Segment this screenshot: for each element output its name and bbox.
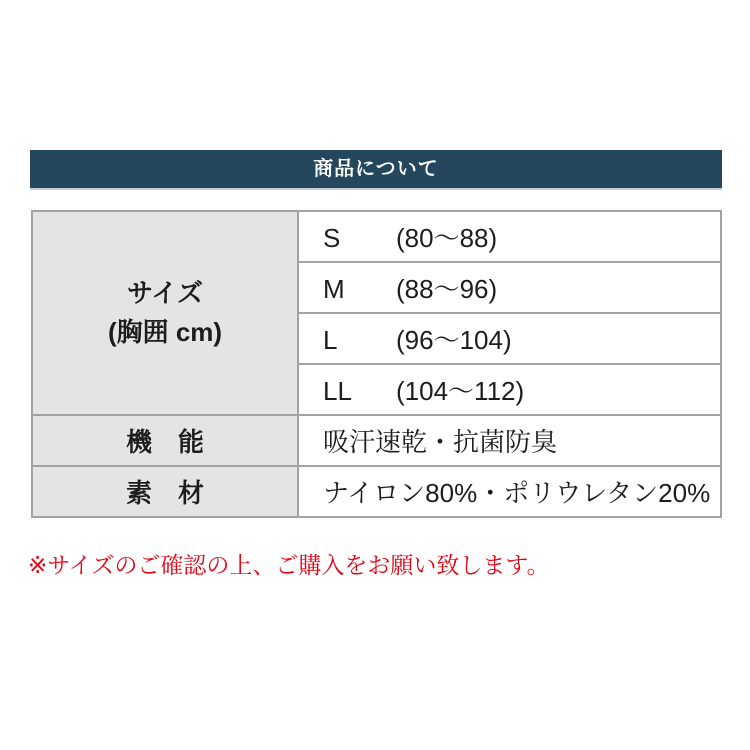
material-value-cell: ナイロン80%・ポリウレタン20% xyxy=(298,466,721,517)
size-range-m: (88〜96) xyxy=(396,274,498,304)
section-header-title: 商品について xyxy=(313,158,439,180)
size-range-l: (96〜104) xyxy=(396,325,512,355)
table-row-size-s xyxy=(32,211,721,262)
table-row-feature xyxy=(32,415,721,466)
size-letter-s: S xyxy=(323,223,341,253)
size-label: サイズ xyxy=(127,278,203,308)
size-confirmation-note: ※サイズのご確認の上、ご購入をお願い致します。 xyxy=(28,552,550,578)
size-letter-ll: LL xyxy=(323,376,352,406)
table-row-material xyxy=(32,466,721,517)
feature-value-cell: 吸汗速乾・抗菌防臭 xyxy=(298,415,721,466)
size-value-cell-l xyxy=(298,313,721,364)
size-value-cell-s xyxy=(298,211,721,262)
material-label-cell: 素 材 xyxy=(32,466,298,517)
section-header-bar xyxy=(30,150,722,190)
size-value-cell-m xyxy=(298,262,721,313)
product-spec-table xyxy=(31,210,722,518)
size-range-ll: (104〜112) xyxy=(396,376,525,406)
size-unit-label: (胸囲 cm) xyxy=(107,317,223,347)
size-letter-m: M xyxy=(323,274,345,304)
size-letter-l: L xyxy=(323,325,338,355)
size-value-cell-ll xyxy=(298,364,721,415)
feature-label-cell: 機 能 xyxy=(32,415,298,466)
size-range-s: (80〜88) xyxy=(396,223,498,253)
size-label-cell xyxy=(32,211,298,415)
